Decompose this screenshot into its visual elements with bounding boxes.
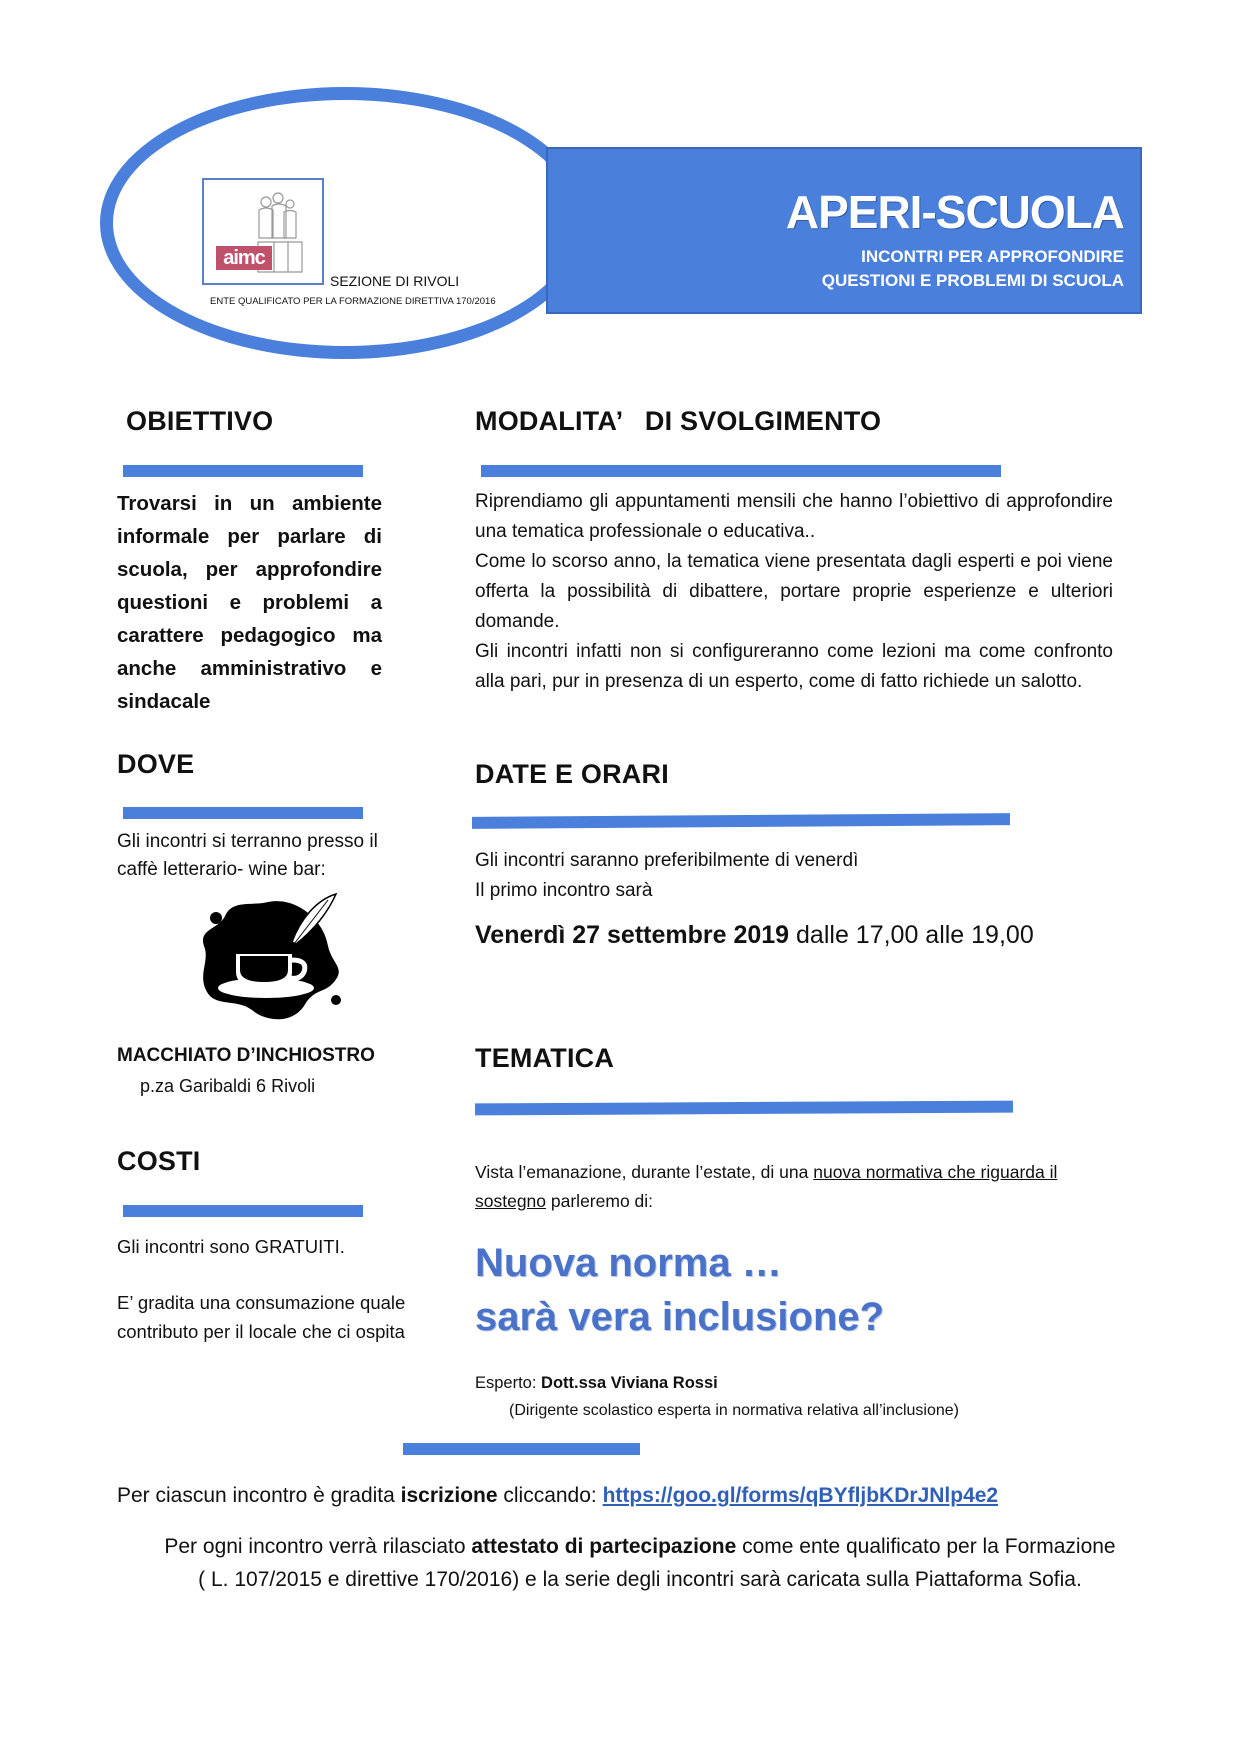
- title-banner: [546, 147, 1142, 314]
- date-line-1: Gli incontri saranno preferibilmente di venerdì: [475, 850, 859, 871]
- banner-subtitle-line-1: INCONTRI PER APPROFONDIRE: [861, 247, 1124, 266]
- iscrizione-link[interactable]: https://goo.gl/forms/qBYfljbKDrJNlp4e2: [602, 1484, 999, 1507]
- dove-text: [117, 828, 378, 884]
- costi-text: [117, 1288, 405, 1346]
- esperto: [475, 1374, 718, 1393]
- costi-divider: [123, 1205, 363, 1217]
- ente-label: ENTE QUALIFICATO PER LA FORMAZIONE DIRETTIVA 170/2016: [210, 296, 496, 307]
- first-meeting-time: dalle 17,00 alle 19,00: [789, 921, 1034, 949]
- attestato-text-2: come ente qualificato per la Formazione: [736, 1535, 1116, 1558]
- dove-line-1: Gli incontri si terranno presso il: [117, 831, 378, 852]
- dove-heading: DOVE: [117, 749, 195, 779]
- logo-text: aimc: [216, 246, 272, 270]
- tematica-intro-link-1: nuova normativa che riguarda il: [813, 1162, 1058, 1182]
- tematica-title-line-2: sarà vera inclusione?: [475, 1295, 885, 1339]
- obiettivo-text: Trovarsi in un ambiente informale per parlare di scuola, per approfondire questioni e problemi a carattere pedagogico ma anche amministrativo e sindacale: [117, 492, 382, 713]
- coffee-ink-icon: [196, 890, 346, 1030]
- date-line-2: Il primo incontro sarà: [475, 880, 653, 901]
- venue-name: MACCHIATO D’INCHIOSTRO: [117, 1045, 375, 1066]
- tematica-title-line-1: Nuova norma …: [475, 1241, 782, 1285]
- esperto-name: Dott.ssa Viviana Rossi: [541, 1374, 718, 1392]
- first-meeting-date: Venerdì 27 settembre 2019: [475, 921, 790, 949]
- date-heading: DATE E ORARI: [475, 759, 669, 789]
- iscrizione-text-2: cliccando:: [497, 1484, 603, 1507]
- attestato-text: [100, 1530, 1180, 1596]
- obiettivo-heading: OBIETTIVO: [126, 406, 274, 436]
- costi-line-2: E’ gradita una consumazione quale: [117, 1292, 406, 1313]
- costi-heading: COSTI: [117, 1146, 201, 1176]
- tematica-divider: [475, 1101, 1013, 1116]
- banner-title: APERI-SCUOLA: [785, 186, 1124, 238]
- dove-line-2: caffè letterario- wine bar:: [117, 859, 326, 880]
- iscrizione-text-1: Per ciascun incontro è gradita: [117, 1484, 401, 1507]
- iscrizione-line: [117, 1484, 998, 1508]
- modalita-para-1: Riprendiamo gli appuntamenti mensili che hanno l’obiettivo di approfondire una tematica professionale o educativa..: [475, 491, 1113, 542]
- attestato-text-1: Per ogni incontro verrà rilasciato: [164, 1535, 472, 1558]
- tematica-intro-1: Vista l’emanazione, durante l’estate, di una: [475, 1162, 814, 1182]
- modalita-text: [475, 487, 1113, 697]
- tematica-title: [475, 1236, 884, 1344]
- banner-subtitle-line-2: QUESTIONI E PROBLEMI DI SCUOLA: [821, 271, 1124, 290]
- iscrizione-bold: iscrizione: [400, 1484, 498, 1507]
- sezione-label: SEZIONE DI RIVOLI: [330, 273, 460, 289]
- date-text: [475, 846, 858, 906]
- tematica-intro: [475, 1158, 1135, 1216]
- obiettivo-divider: [123, 465, 363, 477]
- attestato-line-2: ( L. 107/2015 e direttive 170/2016) e la serie degli incontri sarà caricata sulla Piattaforma Sofia.: [198, 1568, 1082, 1591]
- tematica-heading: TEMATICA: [475, 1043, 615, 1073]
- esperto-role: (Dirigente scolastico esperta in normativa relativa all’inclusione): [509, 1402, 959, 1419]
- banner-subtitle: [822, 245, 1124, 293]
- costi-line-3: contributo per il locale che ci ospita: [117, 1321, 405, 1342]
- costi-line-1: Gli incontri sono GRATUITI.: [117, 1236, 345, 1257]
- first-meeting: [475, 921, 1034, 950]
- esperto-label: Esperto:: [475, 1374, 542, 1392]
- dove-divider: [123, 807, 363, 819]
- date-divider: [472, 813, 1010, 829]
- modalita-heading: MODALITA’ DI SVOLGIMENTO: [475, 406, 882, 436]
- modalita-divider: [481, 465, 1001, 477]
- attestato-bold: attestato di partecipazione: [471, 1535, 737, 1558]
- venue-address: p.za Garibaldi 6 Rivoli: [140, 1076, 316, 1096]
- modalita-para-3: Gli incontri infatti non si configureranno come lezioni ma come confronto alla pari, pur in presenza di un esperto, come di fatto richiede un salotto.: [475, 641, 1113, 692]
- aimc-logo: [202, 178, 324, 285]
- footer-divider: [403, 1443, 640, 1455]
- tematica-intro-2: parleremo di:: [546, 1191, 654, 1211]
- header-ellipse: [100, 87, 590, 359]
- tematica-intro-link-2: sostegno: [475, 1191, 547, 1211]
- modalita-para-2: Come lo scorso anno, la tematica viene presentata dagli esperti e poi viene offerta la possibilità di dibattere, portare proprie esperienze e ulteriori domande.: [475, 551, 1113, 632]
- attestato-line-1: [100, 1530, 1180, 1563]
